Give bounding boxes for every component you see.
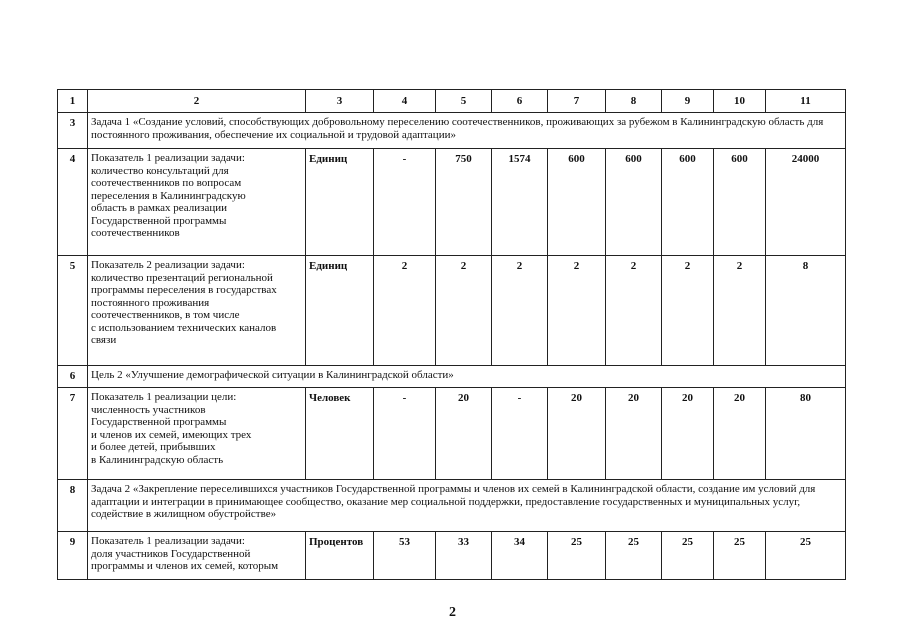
value-cell: 600	[714, 149, 766, 256]
header-cell: 1	[58, 90, 88, 113]
description-line: в Калининградскую область	[91, 453, 224, 466]
row-number: 4	[58, 149, 88, 256]
value-cell: 2	[606, 256, 662, 366]
value-cell: 600	[662, 149, 714, 256]
indicator-description	[88, 532, 306, 580]
header-cell: 11	[766, 90, 846, 113]
value-cell: 20	[714, 388, 766, 480]
value-cell: 34	[492, 532, 548, 580]
description-line: связи	[91, 334, 117, 346]
description-line: соотечественников по вопросам	[91, 177, 242, 189]
value-cell: 25	[548, 532, 606, 580]
value-cell: 2	[548, 256, 606, 366]
page-number: 2	[449, 605, 456, 620]
section-title: Задача 2 «Закрепление переселившихся участников Государственной программы и членов их семей в Калининградской области, создание им условий для адаптации и интеграции в принимающее сообщество, оказание мер социальной поддержки, предоставление государственных и муниципальных услуг, содействие в жилищном обустройстве»	[88, 480, 846, 532]
table-row	[58, 366, 846, 388]
table-row	[58, 480, 846, 532]
value-cell: 750	[436, 149, 492, 256]
value-cell: -	[374, 388, 436, 480]
description-line: Государственной программы	[91, 416, 227, 428]
description-line: и членов их семей, имеющих трех	[91, 428, 252, 441]
section-title: Задача 1 «Создание условий, способствующих добровольному переселению соотечественников, проживающих за рубежом в Калининградскую область для постоянного проживания, обеспечение их социальной и трудовой адаптации»	[88, 113, 846, 149]
value-cell: 2	[662, 256, 714, 366]
description-line: Государственной программы	[91, 214, 227, 227]
header-row	[58, 90, 846, 113]
indicator-description	[88, 256, 306, 366]
header-cell: 6	[492, 90, 548, 113]
row-number: 3	[58, 113, 88, 149]
indicators-table	[57, 89, 846, 580]
unit-cell: Человек	[306, 388, 374, 480]
value-cell: 20	[662, 388, 714, 480]
table-row	[58, 113, 846, 149]
description-line: численность участников	[91, 403, 206, 416]
description-line: соотечественников	[91, 227, 180, 239]
row-number: 5	[58, 256, 88, 366]
description-line: Показатель 2 реализации задачи:	[91, 259, 245, 271]
table-row	[58, 532, 846, 580]
header-cell: 9	[662, 90, 714, 113]
value-cell: 25	[766, 532, 846, 580]
indicator-description	[88, 388, 306, 480]
description-line: постоянного проживания	[91, 296, 210, 309]
value-cell: 53	[374, 532, 436, 580]
value-cell: 25	[606, 532, 662, 580]
table-row	[58, 149, 846, 256]
description-line: соотечественников, в том числе	[91, 309, 240, 321]
value-cell: 20	[548, 388, 606, 480]
unit-cell: Единиц	[306, 256, 374, 366]
value-cell: 2	[436, 256, 492, 366]
header-cell: 5	[436, 90, 492, 113]
description-line: программы и членов их семей, которым	[91, 560, 279, 572]
description-line: и более детей, прибывших	[91, 441, 216, 453]
table-row	[58, 256, 846, 366]
row-number: 7	[58, 388, 88, 480]
value-cell: -	[492, 388, 548, 480]
value-cell: 1574	[492, 149, 548, 256]
value-cell: 2	[492, 256, 548, 366]
description-line: количество презентаций региональной	[91, 271, 273, 284]
description-line: переселения в Калининградскую	[91, 189, 246, 202]
header-cell: 3	[306, 90, 374, 113]
description-line: Показатель 1 реализации задачи:	[91, 535, 245, 547]
header-cell: 4	[374, 90, 436, 113]
description-line: Показатель 1 реализации цели:	[91, 391, 237, 403]
header-cell: 10	[714, 90, 766, 113]
table-row	[58, 388, 846, 480]
unit-cell: Единиц	[306, 149, 374, 256]
value-cell: 25	[714, 532, 766, 580]
value-cell: 24000	[766, 149, 846, 256]
value-cell: 20	[436, 388, 492, 480]
row-number: 6	[58, 366, 88, 388]
row-number: 9	[58, 532, 88, 580]
description-line: с использованием технических каналов	[91, 321, 277, 334]
value-cell: 20	[606, 388, 662, 480]
header-cell: 2	[88, 90, 306, 113]
value-cell: 25	[662, 532, 714, 580]
header-cell: 8	[606, 90, 662, 113]
description-line: область в рамках реализации	[91, 202, 228, 214]
indicator-description	[88, 149, 306, 256]
value-cell: 80	[766, 388, 846, 480]
description-line: количество консультаций для	[91, 164, 229, 177]
row-number: 8	[58, 480, 88, 532]
value-cell: 600	[606, 149, 662, 256]
value-cell: -	[374, 149, 436, 256]
description-line: доля участников Государственной	[91, 547, 251, 560]
value-cell: 8	[766, 256, 846, 366]
header-cell: 7	[548, 90, 606, 113]
unit-cell: Процентов	[306, 532, 374, 580]
section-title: Цель 2 «Улучшение демографической ситуации в Калининградской области»	[88, 366, 846, 388]
description-line: Показатель 1 реализации задачи:	[91, 152, 245, 164]
description-line: программы переселения в государствах	[91, 284, 277, 296]
value-cell: 600	[548, 149, 606, 256]
value-cell: 2	[374, 256, 436, 366]
value-cell: 33	[436, 532, 492, 580]
value-cell: 2	[714, 256, 766, 366]
